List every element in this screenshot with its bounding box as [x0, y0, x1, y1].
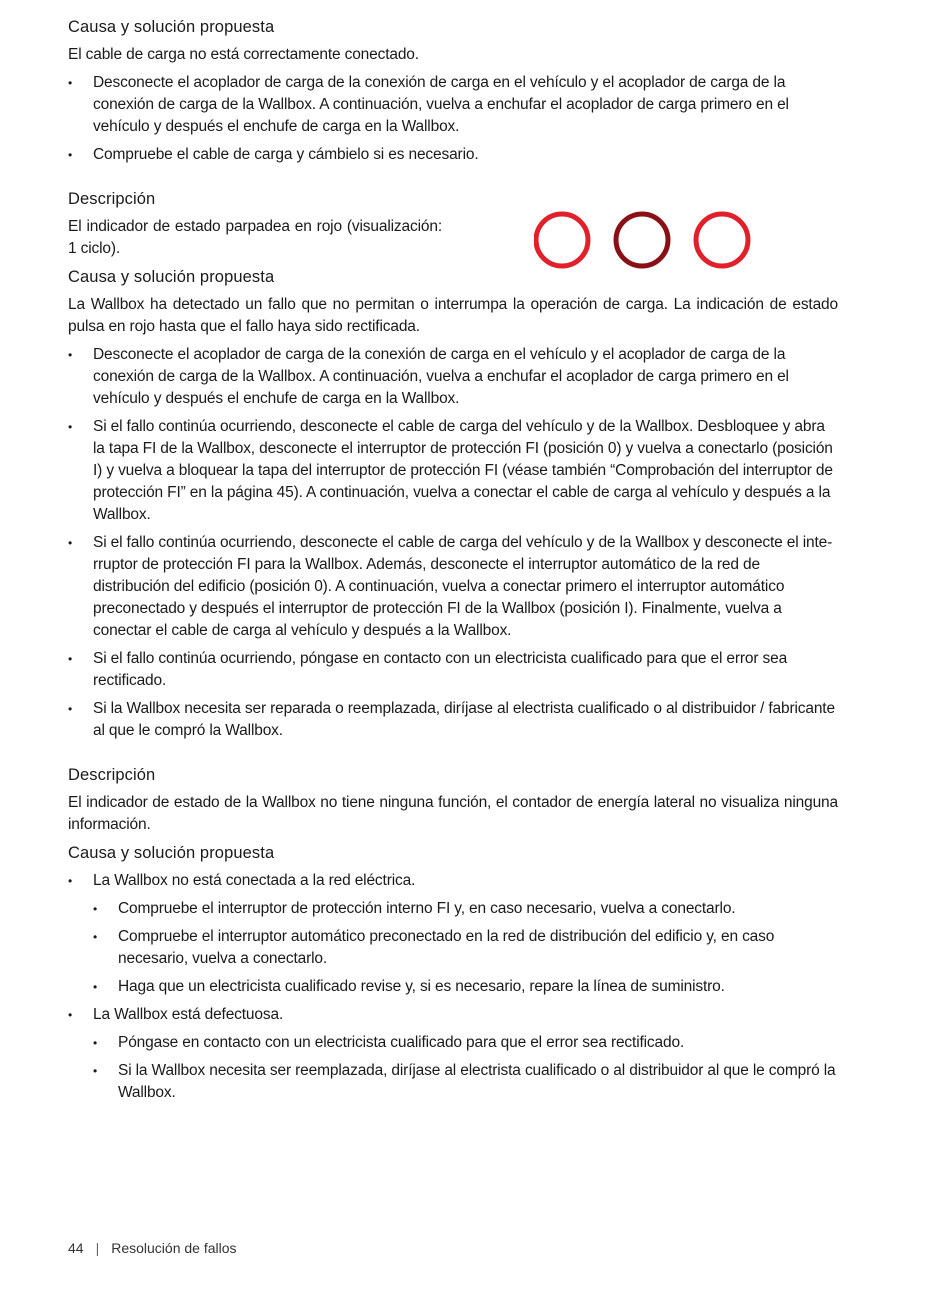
page-content [68, 14, 838, 1110]
cause-heading-3: Causa y solución propuesta [68, 844, 275, 862]
list-item: • Desconecte el acoplador de carga de la conexión de carga en el vehículo y el acoplador de carga de la conexión de carga de la Wallbox. A continuación, vuelva a enchufar el acoplador de carga primero en el vehículo y después el enchufe de carga en la Wallbox. [68, 344, 838, 410]
cause-heading-2: Causa y solución propuesta [68, 268, 275, 286]
description-heading-3: Descripción [68, 766, 156, 784]
page-footer [68, 1238, 237, 1258]
sub-list [93, 1032, 838, 1104]
cause-text-1: El cable de carga no está correctamente conectado. [68, 46, 419, 63]
list-item: • Compruebe el interruptor automático preconectado en la red de distribución del edificio y, en caso necesario, vuelva a conectarlo. [93, 926, 838, 970]
list-item: • Si la Wallbox necesita ser reparada o reemplazada, diríjase al electrista cualificado o al distribuidor / fabricante al que le compró la Wallbox. [68, 698, 838, 742]
cause-heading-1: Causa y solución propuesta [68, 18, 275, 36]
list-item: • Haga que un electricista cualificado revise y, si es necesario, repare la línea de suministro. [93, 976, 838, 998]
list-item: • Póngase en contacto con un electricista cualificado para que el error sea rectificado. [93, 1032, 838, 1054]
list-item: • Compruebe el interruptor de protección interno FI y, en caso necesario, vuelva a conectarlo. [93, 898, 838, 920]
led-indicator-3 [696, 214, 748, 266]
list-item: • Desconecte el acoplador de carga de la conexión de carga en el vehículo y el acoplador de carga de la conexión de carga de la Wallbox. A continuación, vuelva a enchufar el acoplador de carga primero en el vehículo y después el enchufe de carga en la Wallbox. [68, 72, 838, 138]
sub-list [93, 898, 838, 998]
solution-list-2 [68, 344, 838, 742]
list-item: • Si el fallo continúa ocurriendo, desconecte el cable de carga del vehículo y de la Wallbox y desconecte el inte-rruptor de protección FI para la Wallbox. Además, desconecte el interruptor automático de la red de distribución del edificio (posición 0). A continuación, vuelva a conectar primero el interruptor automático preconectado y después el interruptor de protección FI de la Wallbox (posición I). Finalmente, vuelva a conectar el cable de carga al vehículo y después a la Wallbox. [68, 532, 838, 642]
cause-text-2: La Wallbox ha detectado un fallo que no permitan o interrumpa la operación de carga. La indicación de estado pulsa en rojo hasta que el fallo haya sido rectificada. [68, 296, 838, 335]
solution-list-1 [68, 72, 838, 166]
list-item: • Compruebe el cable de carga y cámbielo si es necesario. [68, 144, 838, 166]
led-indicator-2 [616, 214, 668, 266]
group-label: La Wallbox está defectuosa. [93, 1006, 284, 1023]
description-heading-2: Descripción [68, 190, 156, 208]
description-text-2: El indicador de estado parpadea en rojo (visualización: 1 ciclo). [68, 218, 442, 257]
group-label: La Wallbox no está conectada a la red eléctrica. [93, 872, 416, 889]
led-indicator-1 [536, 214, 588, 266]
page-number: 44 [68, 1240, 84, 1256]
status-indicator-leds [534, 210, 754, 270]
list-item: • Si el fallo continúa ocurriendo, desconecte el cable de carga del vehículo y de la Wallbox. Desbloquee y abra la tapa FI de la Wallbox, desconecte el interruptor de protección FI (posición 0) y vuelva a conectarlo (posición I) y vuelva a bloquear la tapa del interruptor de protección FI (véase también “Comprobación del interruptor de protección FI” en la página 45). A continuación, vuelva a conectar el cable de carga al vehículo y después a la Wallbox. [68, 416, 838, 526]
list-item [68, 870, 838, 998]
footer-section-title: Resolución de fallos [111, 1240, 237, 1256]
list-item: • Si el fallo continúa ocurriendo, póngase en contacto con un electricista cualificado para que el error sea rectificado. [68, 648, 838, 692]
footer-separator: | [95, 1240, 100, 1256]
list-item [68, 1004, 838, 1104]
solution-list-3 [68, 870, 838, 1104]
description-text-3: El indicador de estado de la Wallbox no tiene ninguna función, el contador de energía lateral no visualiza ninguna información. [68, 794, 838, 833]
description-row [68, 216, 838, 260]
list-item: • Si la Wallbox necesita ser reemplazada, diríjase al electrista cualificado o al distribuidor al que le compró la Wallbox. [93, 1060, 838, 1104]
